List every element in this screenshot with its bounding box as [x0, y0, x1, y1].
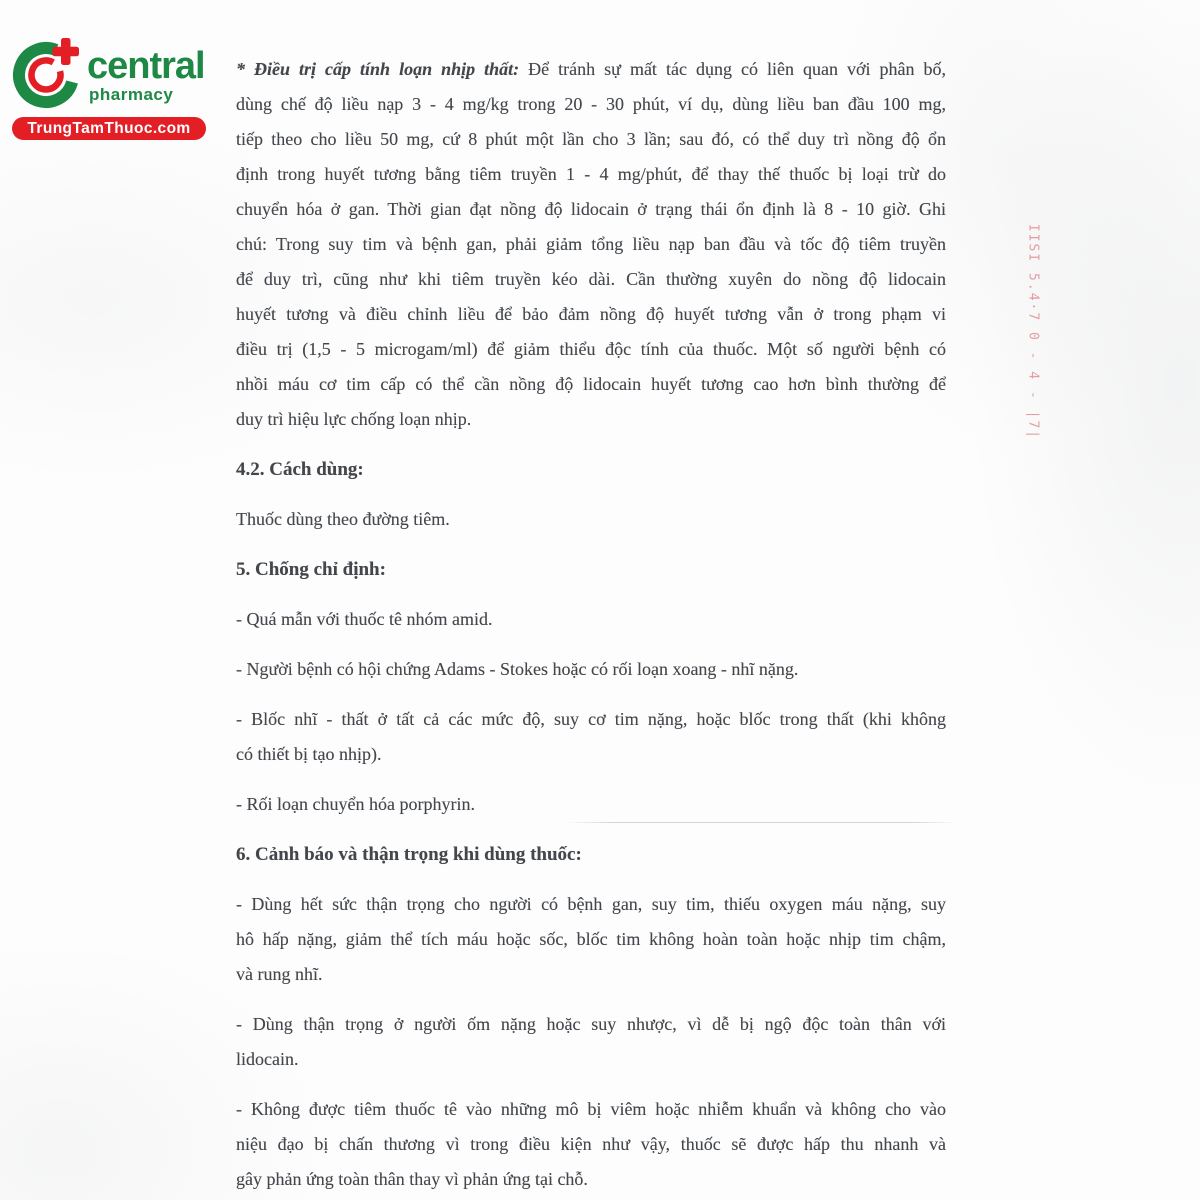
text-line: định trong huyết tương bằng tiêm truyền 1 - 4 mg/phút, để thay thế thuốc bị loại trừ do	[236, 164, 946, 184]
text-line: - Blốc nhĩ - thất ở tất cả các mức độ, suy cơ tim nặng, hoặc blốc trong thất (khi không	[236, 709, 946, 729]
text-line: 4.2. Cách dùng:	[236, 459, 364, 480]
text-line: hô hấp nặng, giảm thể tích máu hoặc sốc, blốc tim không hoàn toàn hoặc nhịp tim chậm,	[236, 929, 946, 949]
paragraph	[236, 652, 946, 687]
text-line: lidocain.	[236, 1049, 299, 1069]
paragraph	[236, 887, 946, 992]
text-line: * Điều trị cấp tính loạn nhịp thất: Để tránh sự mất tác dụng có liên quan với phân bố,	[236, 59, 946, 79]
text-line: - Quá mẫn với thuốc tê nhóm amid.	[236, 609, 493, 629]
paragraph	[236, 602, 946, 637]
text-line: 5. Chống chỉ định:	[236, 559, 386, 580]
text-line: điều trị (1,5 - 5 microgam/ml) để giảm thiểu độc tính của thuốc. Một số người bệnh có	[236, 339, 946, 359]
paragraph	[236, 502, 946, 537]
text-line: dùng chế độ liều nạp 3 - 4 mg/kg trong 20 - 30 phút, ví dụ, dùng liều ban đầu 100 mg,	[236, 94, 946, 114]
handwritten-annotation: IISI 5.4·7 0 - 4 - |7|	[1025, 223, 1041, 441]
text-line: - Dùng hết sức thận trọng cho người có bệnh gan, suy tim, thiếu oxygen máu nặng, suy	[236, 894, 946, 914]
text-line: - Rối loạn chuyển hóa porphyrin.	[236, 794, 475, 814]
text-line: - Không được tiêm thuốc tê vào những mô bị viêm hoặc nhiễm khuẩn và không cho vào	[236, 1099, 946, 1119]
paragraph	[236, 787, 946, 822]
text-line: - Dùng thận trọng ở người ốm nặng hoặc suy nhược, vì dễ bị ngộ độc toàn thân với	[236, 1014, 946, 1034]
text-line: chuyển hóa ở gan. Thời gian đạt nồng độ lidocain ở trạng thái ổn định là 8 - 10 giờ. Ghi	[236, 199, 946, 219]
logo-site-badge: TrungTamThuoc.com	[12, 117, 206, 140]
text-line: chú: Trong suy tim và bệnh gan, phải giảm tổng liều nạp ban đầu và tốc độ tiêm truyền	[236, 234, 946, 254]
logo-text-column	[87, 45, 205, 105]
paragraph	[236, 702, 946, 772]
text-line: Thuốc dùng theo đường tiêm.	[236, 509, 450, 529]
paragraph	[236, 1007, 946, 1077]
paragraph	[236, 1092, 946, 1197]
text-line: niệu đạo bị chấn thương vì trong điều kiện như vậy, thuốc sẽ được hấp thu nhanh và	[236, 1134, 946, 1154]
text-line: duy trì hiệu lực chống loạn nhịp.	[236, 409, 472, 429]
pharmacy-logo	[12, 38, 218, 140]
logo-sub-text: pharmacy	[89, 85, 174, 104]
text-line: và rung nhĩ.	[236, 964, 323, 984]
logo-red-ring-arc	[31, 60, 60, 89]
logo-brand-text: central	[87, 45, 205, 87]
text-line: để duy trì, cũng như khi tiêm truyền kéo dài. Cần thường xuyên do nồng độ lidocain	[236, 269, 946, 289]
bold-italic-lead: * Điều trị cấp tính loạn nhịp thất:	[236, 59, 529, 79]
text-line: tiếp theo cho liều 50 mg, cứ 8 phút một lần cho 3 lần; sau đó, có thể duy trì nồng độ ổn	[236, 129, 946, 149]
text-line: gây phản ứng toàn thân thay vì phản ứng tại chỗ.	[236, 1169, 588, 1189]
text-line: có thiết bị tạo nhịp).	[236, 744, 382, 764]
plus-icon	[53, 38, 80, 65]
text-line: huyết tương và điều chỉnh liều để bảo đảm nồng độ huyết tương vẫn ở trong phạm vi	[236, 304, 946, 324]
scan-artifact-line	[566, 822, 958, 823]
central-pharmacy-logo-icon	[12, 38, 82, 110]
text-line: nhồi máu cơ tim cấp có thể cần nồng độ lidocain huyết tương cao hơn bình thường để	[236, 374, 946, 394]
logo-top-row	[12, 38, 218, 110]
section-heading	[236, 452, 946, 487]
document-body	[236, 52, 946, 1197]
text-line: 6. Cảnh báo và thận trọng khi dùng thuốc:	[236, 844, 582, 865]
section-heading	[236, 552, 946, 587]
section-heading	[236, 837, 946, 872]
paragraph	[236, 52, 946, 437]
text-line: - Người bệnh có hội chứng Adams - Stokes hoặc có rối loạn xoang - nhĩ nặng.	[236, 659, 799, 679]
